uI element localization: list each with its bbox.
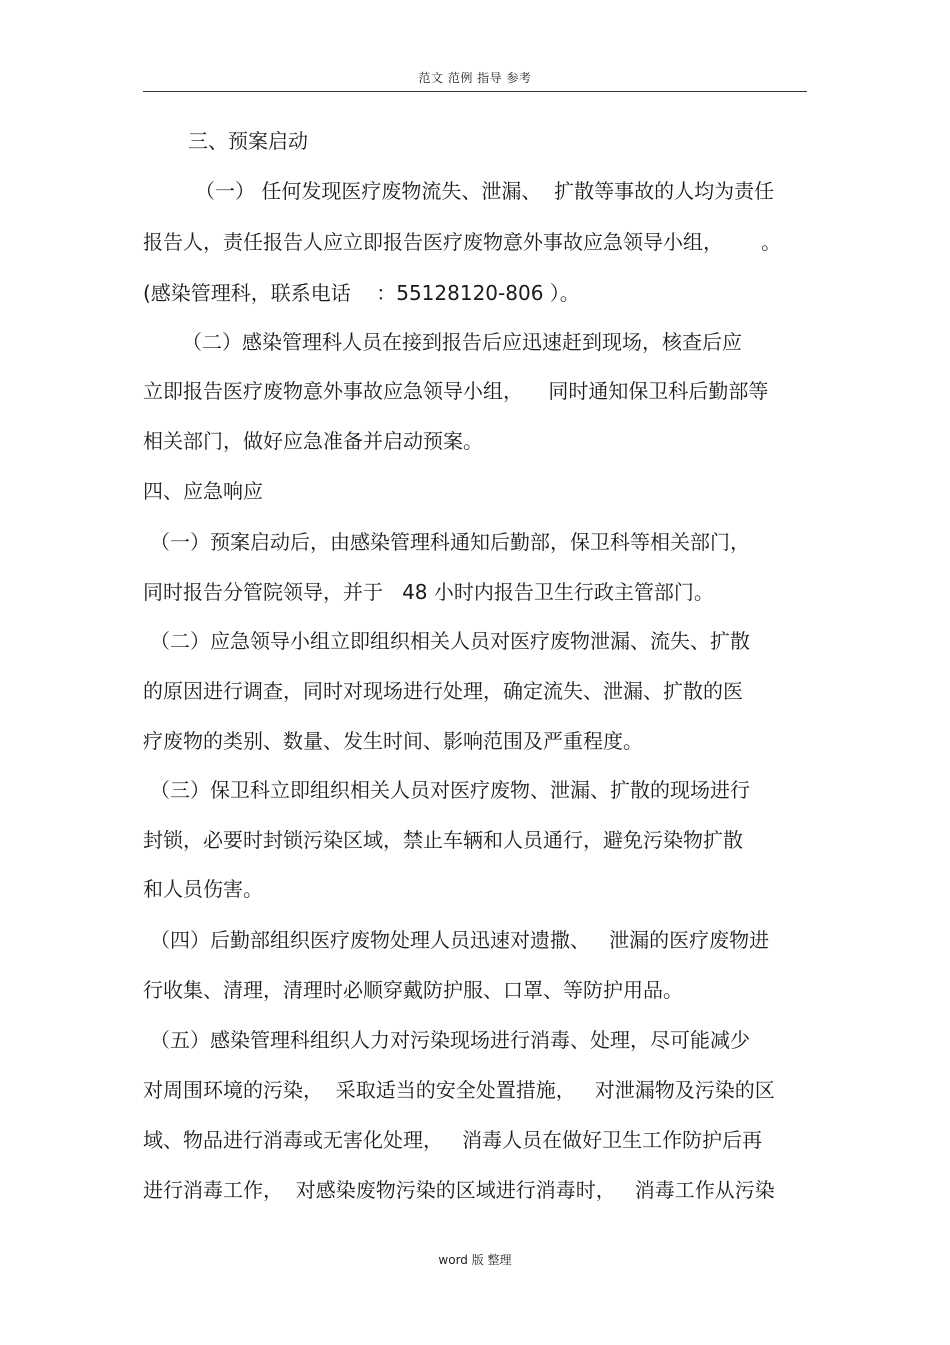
body-line: 疗废物的类别、数量、发生时间、影响范围及严重程度。 [143,729,643,753]
body-line: (感染管理科，联系电话 ：55128120-806 ）。 [143,281,580,305]
body-line: 域、物品进行消毒或无害化处理， 消毒人员在做好卫生工作防护后再 [143,1128,763,1152]
body-line: 行收集、清理，清理时必顺穿戴防护服、口罩、等防护用品。 [143,978,683,1002]
section-heading-3: 三、预案启动 [188,129,308,153]
body-line: （一）预案启动后，由感染管理科通知后勤部，保卫科等相关部门， [150,530,750,554]
body-line: （二）感染管理科人员在接到报告后应迅速赶到现场，核查后应 [182,330,742,354]
body-line: 和人员伤害。 [143,877,263,901]
page-footer: word 版 整理 [438,1253,512,1267]
body-line: （二）应急领导小组立即组织相关人员对医疗废物泄漏、流失、扩散 [150,629,750,653]
body-line: （三）保卫科立即组织相关人员对医疗废物、泄漏、扩散的现场进行 [150,778,750,802]
body-line: 相关部门，做好应急准备并启动预案。 [143,429,483,453]
body-line: 进行消毒工作， 对感染废物污染的区域进行消毒时， 消毒工作从污染 [143,1178,775,1202]
body-line: 的原因进行调查，同时对现场进行处理，确定流失、泄漏、扩散的医 [143,679,743,703]
body-line: 对周围环境的污染， 采取适当的安全处置措施， 对泄漏物及污染的区 [143,1078,775,1102]
body-line: （五）感染管理科组织人力对污染现场进行消毒、处理，尽可能减少 [150,1028,750,1052]
body-line: 同时报告分管院领导，并于 48 小时内报告卫生行政主管部门。 [143,580,714,604]
body-line: 立即报告医疗废物意外事故应急领导小组， 同时通知保卫科后勤部等 [143,379,769,403]
page-header: 范文 范例 指导 参考 [418,71,532,85]
header-rule [143,91,807,92]
body-line: 封锁，必要时封锁污染区域，禁止车辆和人员通行，避免污染物扩散 [143,828,743,852]
section-heading-4: 四、应急响应 [143,479,263,503]
body-line: （一） 任何发现医疗废物流失、泄漏、 扩散等事故的人均为责任 [195,179,775,203]
body-line: （四）后勤部组织医疗废物处理人员迅速对遗撒、 泄漏的医疗废物进 [150,928,770,952]
body-line: 报告人，责任报告人应立即报告医疗废物意外事故应急领导小组， 。 [143,230,782,254]
